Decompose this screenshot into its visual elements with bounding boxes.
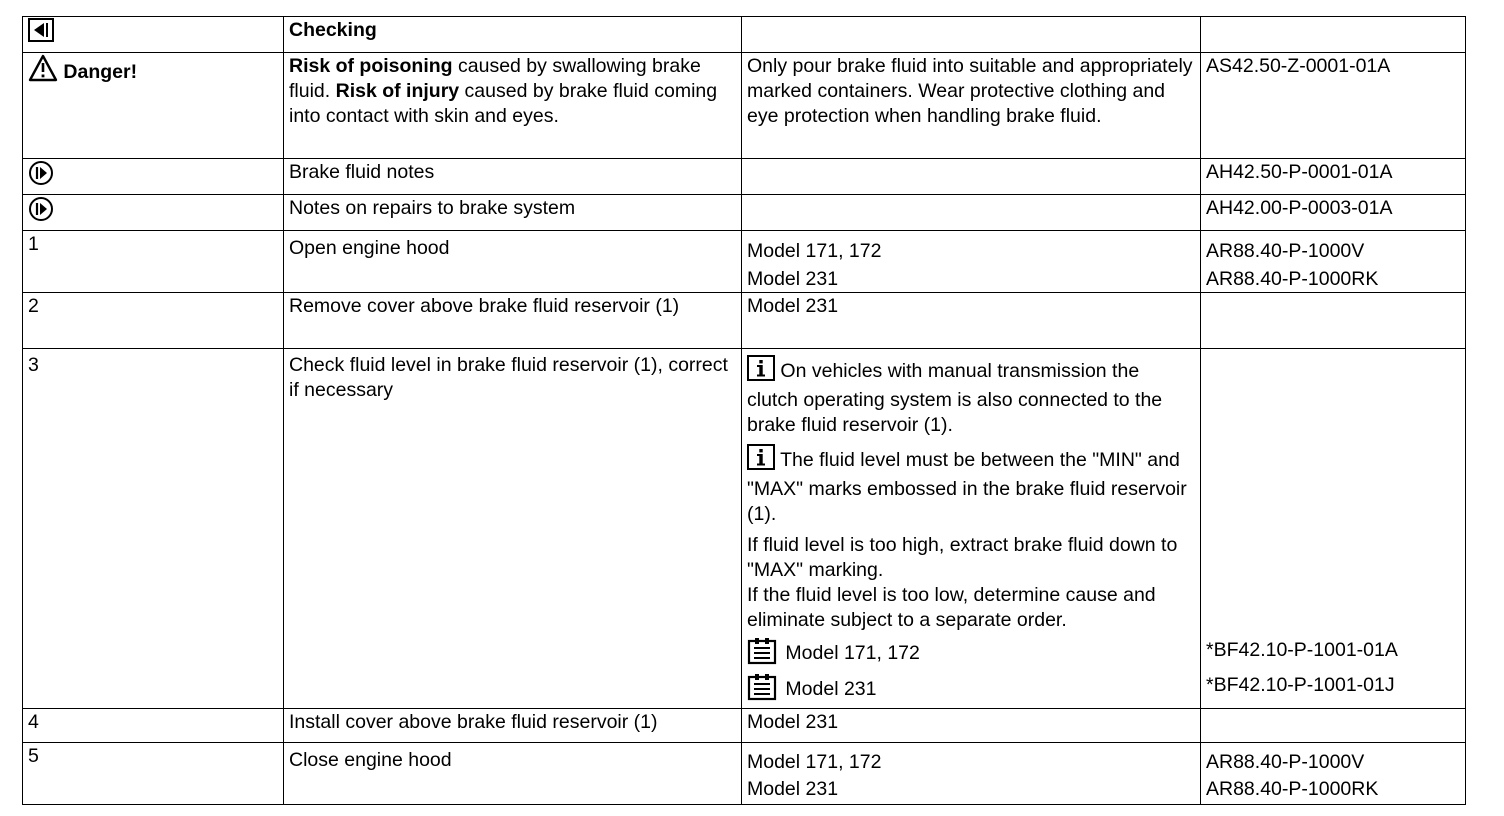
heading-empty-cell [742, 17, 1201, 53]
step-number: 1 [28, 233, 39, 255]
model-line: Model 231 [747, 711, 839, 733]
step-row [23, 349, 1466, 709]
reference-link[interactable]: AR88.40-P-1000V [1206, 240, 1365, 262]
step-refs-cell [1201, 349, 1466, 709]
model-line: Model 231 [747, 295, 839, 317]
step-number: 4 [28, 711, 39, 733]
danger-risk-cell [284, 53, 742, 159]
step-refs-cell [1201, 743, 1466, 805]
note-icon-cell [23, 195, 284, 231]
section-title: Checking [289, 19, 377, 41]
danger-ref-cell [1201, 53, 1466, 159]
note-text: Notes on repairs to brake system [289, 197, 576, 219]
reference-link[interactable]: AR88.40-P-1000RK [1206, 778, 1379, 800]
danger-label-cell [23, 53, 284, 159]
step-text: Remove cover above brake fluid reservoir (1) [289, 295, 680, 317]
step-number-cell [23, 709, 284, 743]
step-refs-cell [1201, 709, 1466, 743]
step-details-cell [742, 349, 1201, 709]
document-model-text: Model 231 [785, 678, 877, 700]
step-text: Install cover above brake fluid reservoir (1) [289, 711, 658, 733]
warning-triangle-icon [28, 54, 58, 89]
note-row [23, 195, 1466, 231]
note-text-cell [284, 195, 742, 231]
step-row [23, 231, 1466, 293]
note-row [23, 159, 1466, 195]
arrow-back-box-icon [28, 18, 54, 49]
reference-link[interactable]: *BF42.10-P-1001-01J [1206, 674, 1395, 696]
note-arrow-icon [28, 160, 54, 193]
document-model-line [747, 671, 1195, 707]
note-text: Brake fluid notes [289, 161, 435, 183]
step-models-cell [742, 293, 1201, 349]
heading-title-cell [284, 17, 742, 53]
reference-link[interactable]: *BF42.10-P-1001-01A [1206, 639, 1398, 661]
danger-measure-text: Only pour brake fluid into suitable and appropriately marked containers. Wear protective clothing and eye protection when handling brake fluid. [747, 55, 1193, 127]
risk-injury-text: caused by brake fluid coming into contact with skin and eyes. [289, 80, 718, 127]
step-refs-cell [1201, 293, 1466, 349]
step-number: 5 [28, 745, 39, 767]
danger-row [23, 53, 1466, 159]
step-number: 3 [28, 354, 39, 376]
step-text-cell [284, 231, 742, 293]
model-line: Model 171, 172 [747, 240, 882, 262]
step-models-cell [742, 231, 1201, 293]
document-model-text: Model 171, 172 [785, 642, 920, 664]
document-model-line [747, 635, 1195, 671]
step-number-cell [23, 349, 284, 709]
note-empty-cell [742, 159, 1201, 195]
step-text-cell [284, 349, 742, 709]
note-text-cell [284, 159, 742, 195]
model-line: Model 171, 172 [747, 751, 882, 773]
risk-injury-label: Risk of injury [335, 80, 460, 102]
step-text: Open engine hood [289, 237, 450, 259]
step-number-cell [23, 743, 284, 805]
step-text: Close engine hood [289, 749, 452, 771]
danger-label: Danger! [63, 61, 138, 83]
step-row [23, 293, 1466, 349]
note-ref-cell [1201, 159, 1466, 195]
step-text-cell [284, 743, 742, 805]
step-row [23, 709, 1466, 743]
step-text-cell [284, 709, 742, 743]
risk-poisoning-label: Risk of poisoning [289, 55, 453, 77]
danger-measure-cell [742, 53, 1201, 159]
model-line: Model 231 [747, 778, 839, 800]
note-empty-cell [742, 195, 1201, 231]
risk-poisoning-text: caused by swallowing brake fluid. [289, 55, 701, 102]
fluid-too-high-text: If fluid level is too high, extract brake fluid down to "MAX" marking. [747, 534, 1178, 581]
heading-empty-ref-cell [1201, 17, 1466, 53]
step-refs-cell [1201, 231, 1466, 293]
note-reference-link[interactable]: AH42.00-P-0003-01A [1206, 197, 1393, 219]
info-text: The fluid level must be between the "MIN" and "MAX" marks embossed in the brake fluid reservoir (1). [747, 449, 1187, 525]
heading-row [23, 17, 1466, 53]
step-number-cell [23, 231, 284, 293]
step-models-cell [742, 743, 1201, 805]
danger-reference: AS42.50-Z-0001-01A [1206, 55, 1391, 77]
step-number: 2 [28, 295, 39, 317]
reference-link[interactable]: AR88.40-P-1000V [1206, 751, 1365, 773]
note-reference-link[interactable]: AH42.50-P-0001-01A [1206, 161, 1393, 183]
procedure-table [22, 16, 1466, 805]
model-line: Model 231 [747, 268, 839, 290]
document-list-icon [747, 678, 785, 700]
step-text-cell [284, 293, 742, 349]
info-note [747, 355, 1195, 438]
step-row [23, 743, 1466, 805]
step-text: Check fluid level in brake fluid reservoir (1), correct if necessary [289, 354, 728, 401]
note-icon-cell [23, 159, 284, 195]
info-text: On vehicles with manual transmission the clutch operating system is also connected to the brake fluid reservoir (1). [747, 360, 1163, 436]
info-note [747, 444, 1195, 527]
fluid-too-low-text: If the fluid level is too low, determine cause and eliminate subject to a separate order. [747, 584, 1156, 631]
info-icon [747, 444, 775, 477]
note-ref-cell [1201, 195, 1466, 231]
note-arrow-icon [28, 196, 54, 229]
info-icon [747, 355, 775, 388]
heading-icon-cell [23, 17, 284, 53]
reference-link[interactable]: AR88.40-P-1000RK [1206, 268, 1379, 290]
step-number-cell [23, 293, 284, 349]
document-list-icon [747, 642, 785, 664]
step-models-cell [742, 709, 1201, 743]
